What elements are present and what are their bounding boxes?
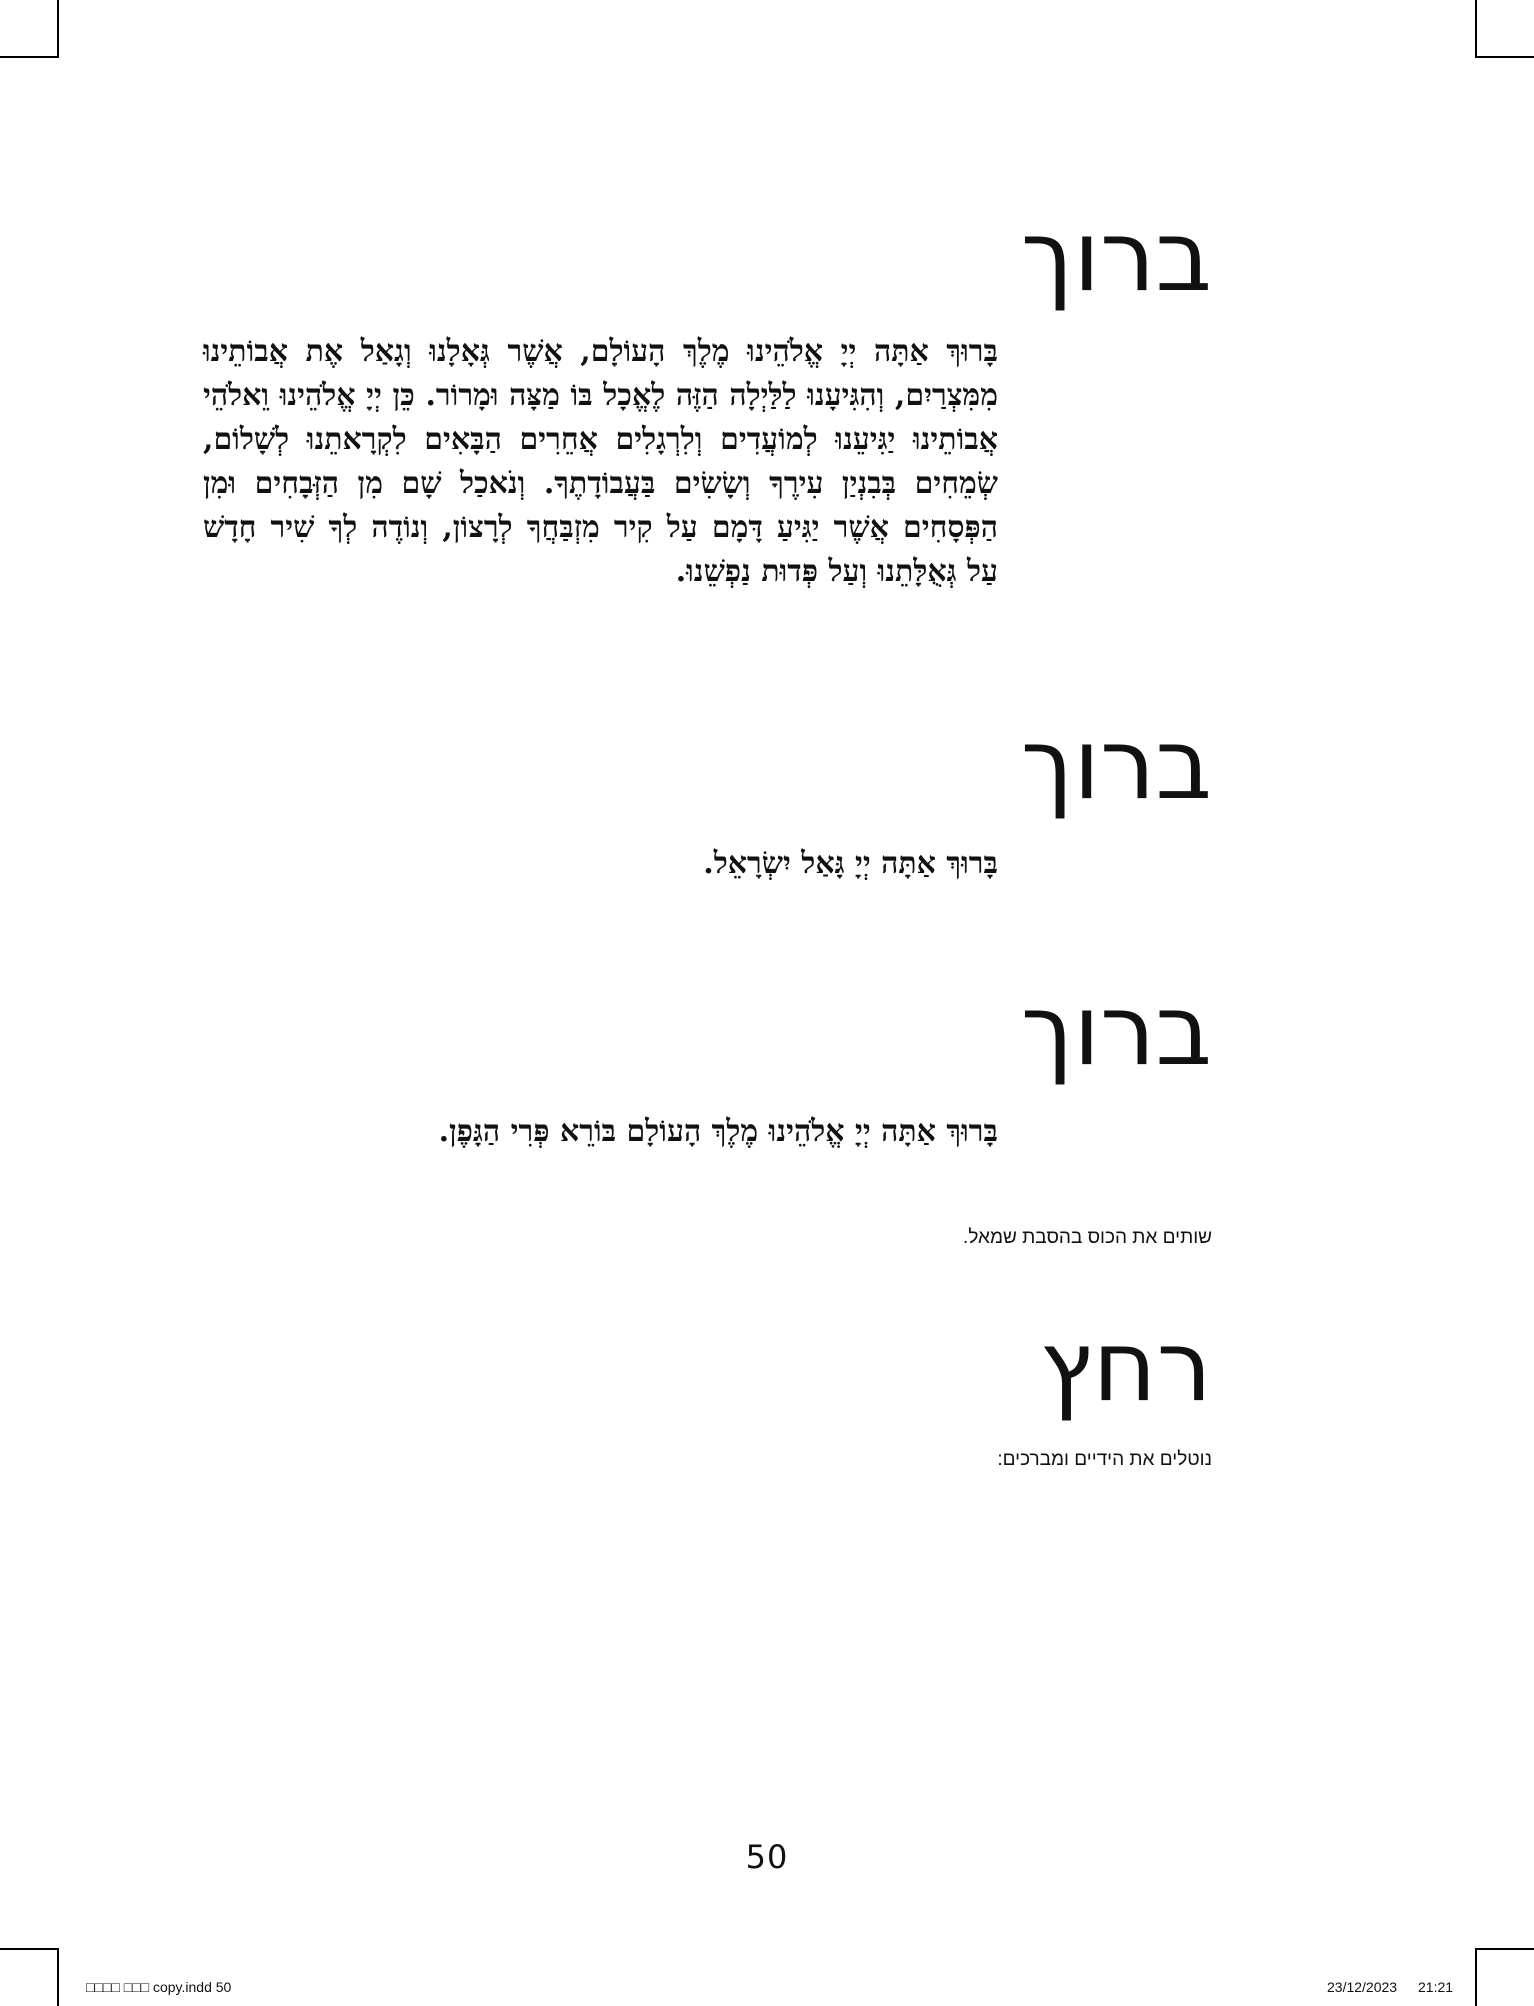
crop-mark bbox=[57, 0, 59, 58]
instruction-text: נוטלים את הידיים ומברכים: bbox=[997, 1449, 1212, 1470]
blessing-text: בָּרוּךְ אַתָּה יְיָ גָּאַל יִשְׂרָאֵל. bbox=[703, 846, 998, 881]
section-title: ברוך bbox=[1020, 200, 1212, 314]
slug-date: 23/12/2023 bbox=[1327, 1979, 1398, 1995]
section-title: ברוך bbox=[1020, 708, 1212, 822]
crop-mark bbox=[1476, 1948, 1534, 1950]
blessing-text: בָּרוּךְ אַתָּה יְיָ אֱלֹהֵינוּ מֶלֶךְ הָעוֹלָם, אֲשֶׁר גְּאָלָנוּ וְגָאַל אֶת אֲבוֹתֵינוּ מִמִּצְרַיִם, וְהִגִּיעָנוּ לַלַּיְלָה הַזֶּה לֶאֱכָל בּוֹ מַצָּה וּמָרוֹר. כֵּן יְיָ אֱלֹהֵינוּ וֵאלֹהֵי אֲבוֹתֵינוּ יַגִּיעֵנוּ לְמוֹעֲדִים וְלִרְגָלִים אֲחֵרִים הַבָּאִים לִקְרָאתֵנוּ לְשָׁלוֹם, שְׂמֵחִים בְּבִנְיַן עִירֶךָ וְשָׂשִׂים בַּעֲבוֹדָתֶךָ. וְנֹאכַל שָׁם מִן הַזְּבָחִים וּמִן הַפְּסָחִים אֲשֶׁר יַגִּיעַ דָּמָם עַל קִיר מִזְבַּחֲךָ לְרָצוֹן, וְנוֹדֶה לְךָ שִׁיר חָדָשׁ עַל גְּאֻלָּתֵנוּ וְעַל פְּדוּת נַפְשֵׁנוּ. bbox=[203, 334, 998, 589]
crop-mark bbox=[57, 1948, 59, 2006]
page-number: 50 bbox=[745, 1838, 789, 1876]
crop-mark bbox=[1476, 56, 1534, 58]
crop-mark bbox=[1475, 1948, 1477, 2006]
slug-file: □□□□ □□□ copy.indd 50 bbox=[86, 1979, 232, 1995]
slug-time: 21:21 bbox=[1418, 1979, 1454, 1995]
crop-mark bbox=[1475, 0, 1477, 58]
blessing-text: בָּרוּךְ אַתָּה יְיָ אֱלֹהֵינוּ מֶלֶךְ הָעוֹלָם בּוֹרֵא פְּרִי הַגָּפֶן. bbox=[438, 1114, 998, 1149]
section-title: ברוך bbox=[1020, 974, 1212, 1088]
crop-mark bbox=[0, 1948, 58, 1950]
instruction-text: שותים את הכוס בהסבת שמאל. bbox=[963, 1227, 1212, 1248]
section-title: רחץ bbox=[1039, 1310, 1212, 1424]
crop-mark bbox=[0, 56, 58, 58]
